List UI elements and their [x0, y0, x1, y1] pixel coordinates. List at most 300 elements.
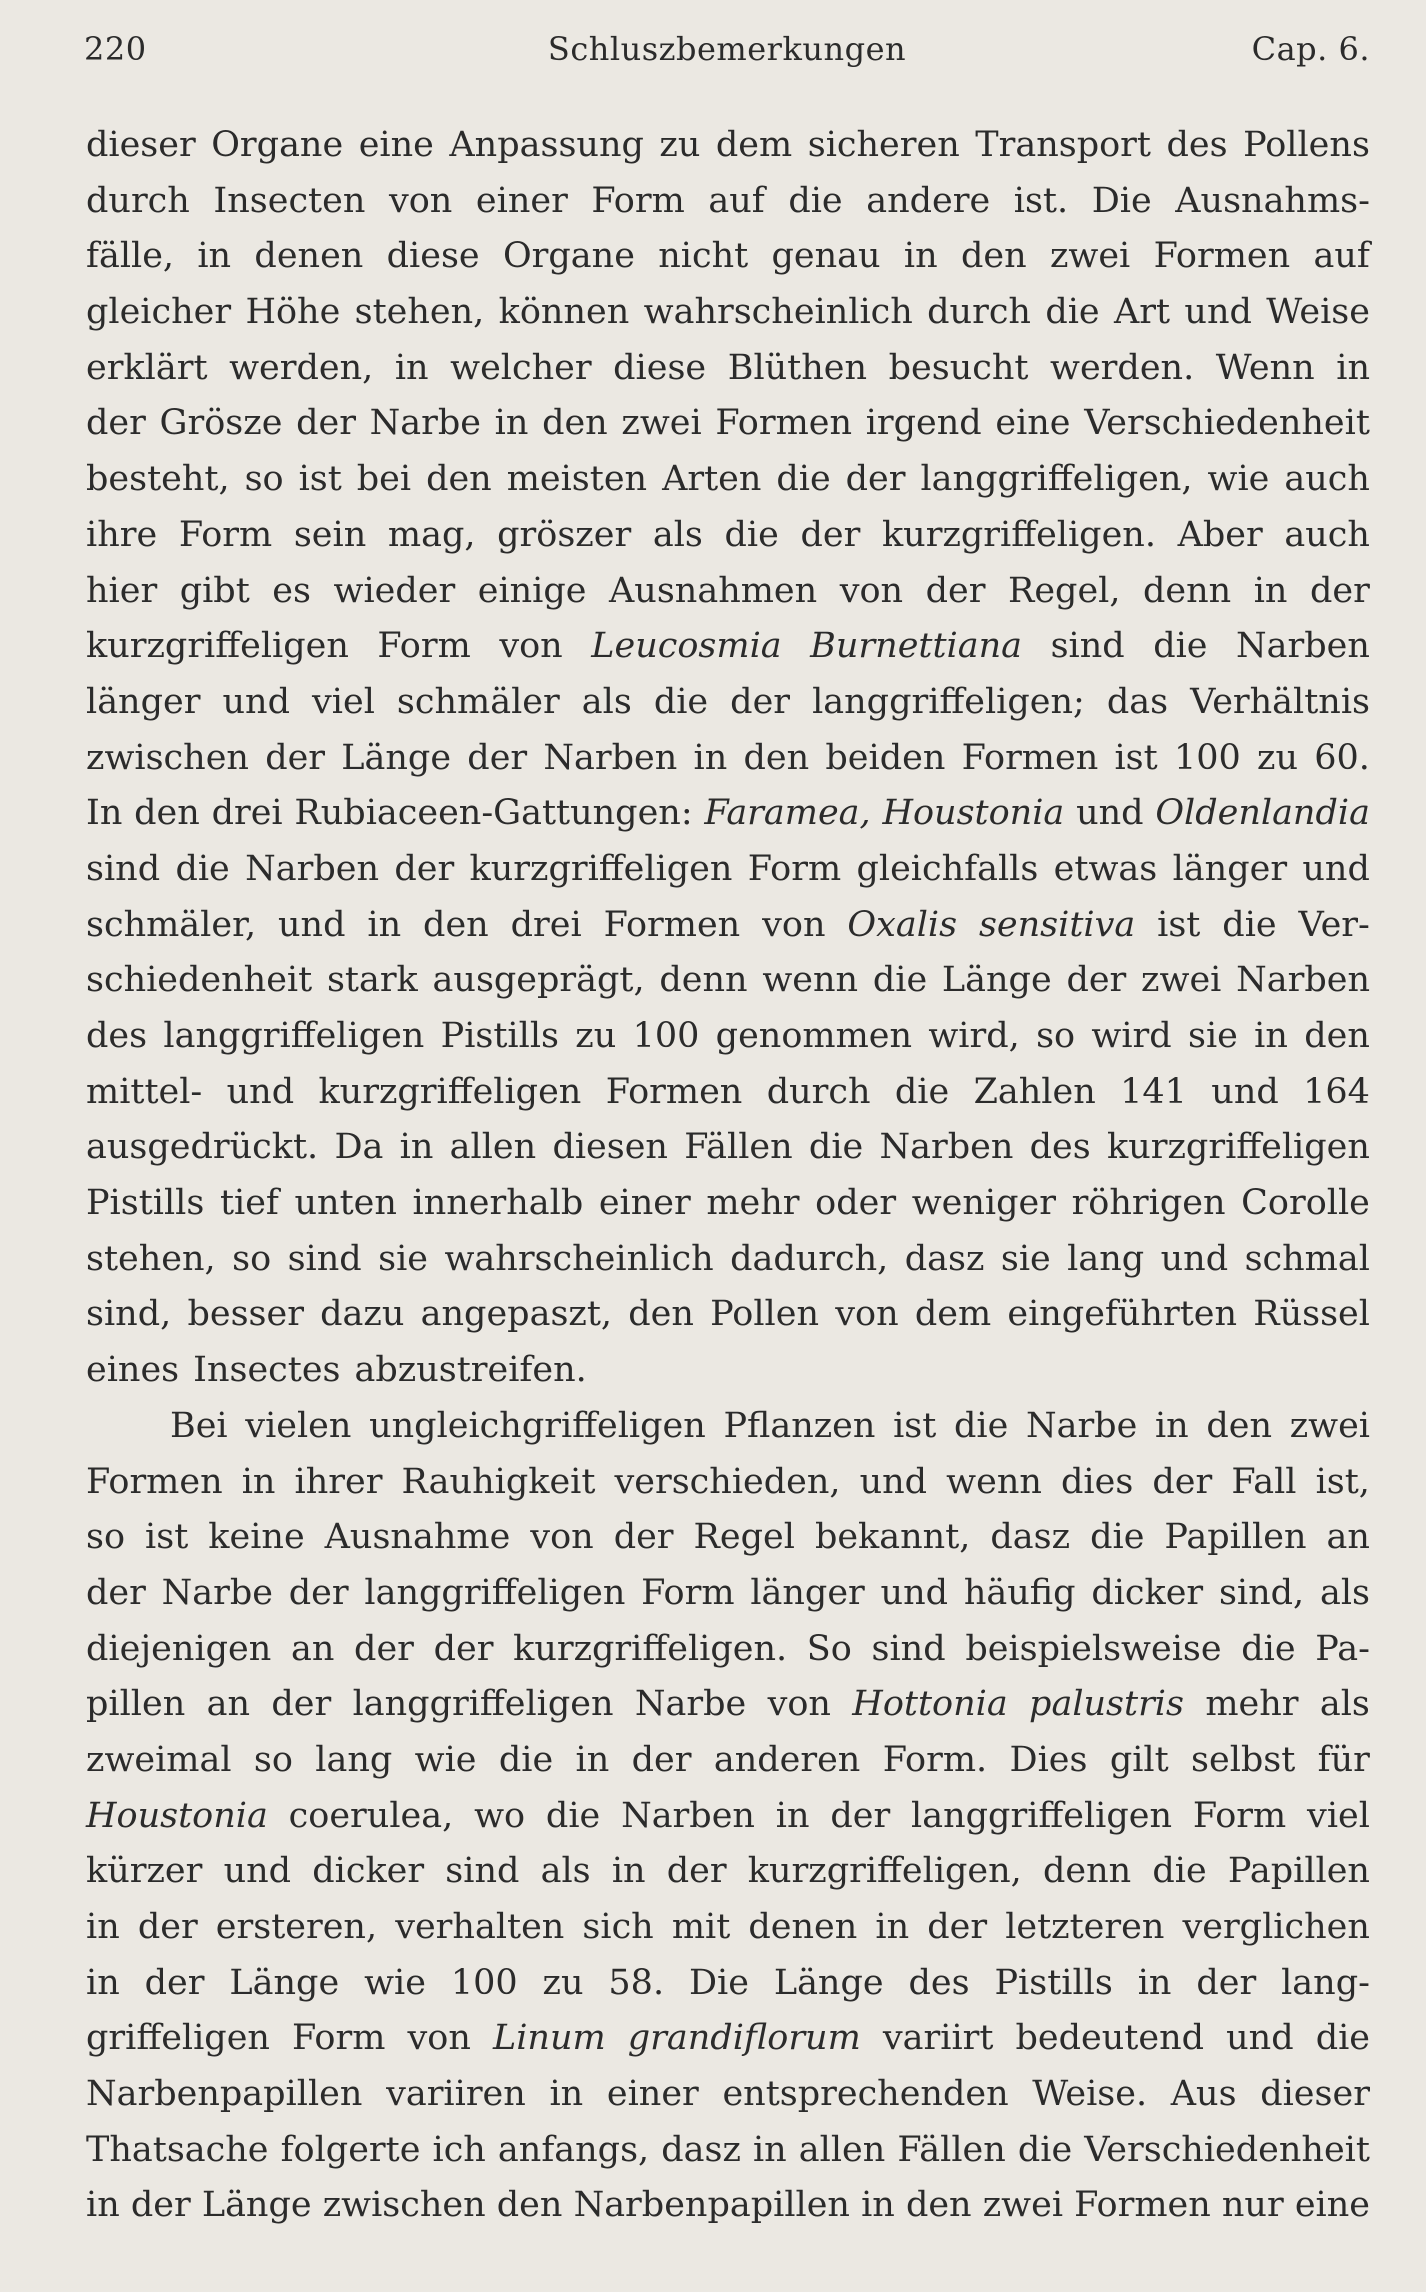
text-line: [86, 2178, 1370, 2234]
word: diese: [613, 347, 707, 388]
text-line: [86, 174, 1370, 230]
word: ist: [893, 1405, 937, 1446]
word: mehr: [706, 1183, 800, 1224]
word: durch: [766, 1071, 871, 1112]
word: Thatsache: [86, 2129, 269, 2170]
word: dasz: [990, 1517, 1071, 1558]
word: stehen,: [86, 1238, 216, 1279]
word: des: [1029, 1127, 1091, 1168]
word: auf: [708, 180, 765, 221]
word: nur: [1221, 2185, 1284, 2226]
word: eingeführten: [1007, 1294, 1238, 1335]
word: besser: [187, 1294, 304, 1335]
word: die: [1315, 2018, 1370, 2059]
word: Narben: [245, 848, 379, 889]
word: Narbe: [634, 1684, 747, 1725]
word: gilt: [1109, 1739, 1169, 1780]
word: Verschiedenheit: [1084, 2129, 1370, 2170]
text-line: [86, 619, 1370, 675]
word: Formen: [603, 904, 741, 945]
text-line: [86, 229, 1370, 285]
word: denn: [1143, 570, 1232, 611]
word: langgriffeligen: [911, 1795, 1173, 1836]
word: 58.: [608, 1962, 665, 2003]
word: Leucosmia: [591, 626, 782, 667]
word: die: [788, 180, 843, 221]
text-line: [86, 1956, 1370, 2012]
word: sind: [871, 1628, 946, 1669]
word: zwei: [982, 2185, 1064, 2226]
word: die: [1153, 626, 1208, 667]
word: kurzgriffeligen.: [881, 514, 1156, 555]
word: Houstonia: [86, 1795, 268, 1836]
word: an: [1326, 1517, 1370, 1558]
word: wieder: [333, 570, 456, 611]
word: bei: [356, 459, 412, 500]
word: Arten: [662, 459, 762, 500]
word: die: [545, 1795, 601, 1836]
word: Form: [292, 2018, 386, 2059]
word: folgerte: [280, 2129, 421, 2170]
word: 100: [632, 1016, 700, 1056]
word: Formen: [715, 403, 853, 444]
word: drei: [211, 793, 283, 834]
word: 141: [1120, 1071, 1187, 1112]
word: in: [903, 236, 938, 277]
word: mittel-: [86, 1071, 203, 1112]
word: griffeligen: [86, 2018, 270, 2059]
word: einer: [606, 2074, 699, 2115]
word: Formen: [86, 1461, 223, 1502]
word: so: [232, 1238, 272, 1279]
word: zwei: [1141, 960, 1222, 1001]
word: die: [1241, 1628, 1296, 1669]
word: dies: [1061, 1461, 1134, 1502]
word: Pistills: [86, 1183, 205, 1224]
word: zwei: [1049, 236, 1131, 277]
word: sind: [1050, 626, 1125, 667]
word: der: [800, 514, 861, 555]
word: in: [861, 2185, 895, 2226]
word: die: [872, 960, 928, 1001]
word: viel: [312, 681, 375, 722]
word: Pollen: [710, 1294, 819, 1335]
word: Höhe: [245, 292, 341, 333]
word: abzustreifen.: [354, 1350, 587, 1391]
word: in: [86, 1907, 120, 1947]
word: langgriffeligen: [364, 1572, 626, 1613]
word: In: [86, 793, 123, 834]
word: röhrigen: [1071, 1183, 1226, 1224]
word: genommen: [715, 1016, 913, 1056]
word: durch: [927, 292, 1031, 333]
word: vielen: [245, 1405, 352, 1446]
word: verschieden,: [614, 1461, 841, 1502]
word: kurzgriffeligen,: [747, 1851, 1022, 1892]
word: den: [743, 737, 810, 778]
word: nicht: [658, 236, 749, 277]
word: Narben: [621, 1795, 755, 1836]
word: Pistills: [994, 1962, 1113, 2003]
word: dadurch,: [730, 1238, 889, 1279]
word: zwischen: [86, 737, 249, 778]
word: 164: [1303, 1071, 1370, 1112]
word: coerulea,: [288, 1795, 454, 1836]
word: von: [767, 1684, 831, 1725]
word: als: [540, 1851, 591, 1892]
word: Fall: [1231, 1461, 1297, 1502]
word: ersteren,: [215, 1907, 378, 1947]
word: zu: [575, 1016, 617, 1056]
word: verglichen: [1182, 1907, 1370, 1947]
word: auch: [1284, 514, 1370, 555]
word: etwas: [1053, 848, 1158, 889]
word: 100: [450, 1962, 518, 2003]
word: der: [1310, 570, 1370, 611]
word: denen: [254, 236, 364, 277]
word: dieser: [86, 125, 196, 165]
word: als: [652, 514, 703, 555]
word: ungleichgriffeligen: [369, 1405, 706, 1446]
word: Transport: [975, 125, 1151, 165]
word: Form: [377, 626, 471, 667]
word: Papillen: [1164, 1517, 1307, 1558]
word: der: [86, 1572, 146, 1613]
word: erklärt: [86, 347, 208, 388]
word: und: [1302, 848, 1370, 889]
word: palustris: [1029, 1684, 1184, 1725]
page-header: [84, 30, 1370, 80]
word: in: [775, 1795, 810, 1836]
word: langgriffeligen: [352, 1684, 614, 1725]
word: kurzgriffeligen: [86, 626, 349, 667]
word: in: [86, 2185, 120, 2226]
word: zweimal: [86, 1739, 232, 1780]
word: denn: [659, 960, 748, 1001]
word: Bei: [170, 1405, 228, 1446]
word: anfangs,: [497, 2129, 650, 2170]
text-line: [86, 1677, 1370, 1733]
word: die: [498, 1739, 554, 1780]
text-line: [86, 2123, 1370, 2179]
word: können: [498, 292, 630, 333]
word: dicker: [1091, 1572, 1204, 1613]
word: zwei: [1289, 1405, 1370, 1446]
word: lang: [1067, 1238, 1145, 1279]
word: in: [875, 1907, 910, 1947]
word: hier: [86, 570, 158, 611]
word: Aber: [1177, 514, 1263, 555]
word: in: [399, 1127, 434, 1168]
word: Ausnahmen: [609, 570, 818, 611]
word: stark: [326, 960, 418, 1001]
word: der: [467, 737, 528, 778]
word: dicker: [312, 1851, 425, 1892]
word: variiren: [386, 2074, 526, 2115]
word: in: [549, 2074, 584, 2115]
word: Organe: [211, 125, 344, 165]
word: und: [226, 1071, 295, 1112]
word: es: [272, 570, 311, 611]
word: von: [762, 904, 826, 945]
word: schmal: [1244, 1238, 1370, 1279]
word: länger: [1172, 848, 1288, 889]
word: Papillen: [1227, 1851, 1370, 1892]
word: Länge: [941, 960, 1052, 1001]
word: der: [845, 459, 906, 500]
word: als: [1319, 1684, 1370, 1725]
word: angepaszt,: [420, 1294, 613, 1335]
word: Pa-: [1315, 1628, 1370, 1669]
word: Weise.: [1032, 2074, 1148, 2115]
word: Rubiaceen-Gattungen:: [294, 793, 693, 834]
word: weniger: [911, 1183, 1056, 1224]
word: wenn: [946, 1461, 1042, 1502]
word: schmäler,: [86, 904, 257, 945]
text-line: [86, 1566, 1370, 1622]
word: diesen: [552, 1127, 668, 1168]
word: einer: [598, 1183, 691, 1224]
word: des: [86, 1016, 148, 1056]
word: die: [175, 848, 230, 889]
word: an: [290, 1628, 335, 1669]
word: den: [628, 1294, 694, 1335]
word: den: [426, 459, 492, 500]
text-line: [86, 786, 1370, 842]
word: und: [1076, 793, 1144, 834]
word: Insecten: [213, 180, 366, 221]
text-line: [86, 1622, 1370, 1678]
word: dasz: [904, 1238, 985, 1279]
word: irgend: [865, 403, 982, 444]
word: Ausnahms-: [1175, 180, 1370, 221]
word: die: [1090, 1517, 1145, 1558]
word: wo: [474, 1795, 526, 1836]
word: der: [296, 403, 356, 444]
word: so: [1036, 1016, 1076, 1056]
word: oder: [815, 1183, 897, 1224]
word: der: [1196, 1962, 1257, 2003]
word: in: [611, 1851, 646, 1892]
word: schmäler: [396, 681, 560, 722]
word: unten: [294, 1183, 397, 1224]
word: wie: [364, 1962, 426, 2003]
word: Pollens: [1243, 125, 1370, 165]
word: Formen: [605, 1071, 743, 1112]
word: von: [388, 180, 453, 221]
word: wie: [414, 1739, 477, 1780]
word: Narben: [1236, 960, 1370, 1001]
word: entsprechenden: [722, 2074, 1009, 2115]
word: in: [575, 1739, 610, 1780]
word: Corolle: [1241, 1183, 1370, 1224]
word: meisten: [506, 459, 648, 500]
word: der: [433, 1628, 494, 1669]
word: länger: [750, 1572, 865, 1613]
word: Art: [1113, 292, 1171, 333]
word: länger: [86, 681, 201, 722]
word: Narben: [1236, 626, 1370, 667]
word: variirt: [882, 2018, 994, 2059]
word: und: [880, 1572, 949, 1613]
word: in: [1154, 1405, 1189, 1446]
word: gröszer: [497, 514, 632, 555]
word: der: [927, 1907, 988, 1947]
word: innerhalb: [412, 1183, 584, 1224]
word: der: [631, 1739, 692, 1780]
word: Formen: [1074, 2185, 1211, 2226]
word: andere: [866, 180, 991, 221]
word: der: [271, 1684, 332, 1725]
text-line: [86, 953, 1370, 1009]
page-number: 220: [84, 30, 147, 68]
word: 100: [1173, 737, 1241, 778]
text-line: [86, 1176, 1370, 1232]
text-line: [86, 1844, 1370, 1900]
word: den: [496, 2185, 563, 2226]
word: grandiflorum: [627, 2018, 861, 2059]
word: der: [354, 1628, 414, 1669]
word: in: [197, 236, 232, 277]
word: kürzer: [86, 1851, 203, 1892]
word: sicheren: [807, 125, 960, 165]
word: Zahlen: [973, 1071, 1096, 1112]
word: von: [407, 2018, 471, 2059]
word: gibt: [179, 570, 250, 611]
word: in: [693, 737, 728, 778]
text-line: [86, 1900, 1370, 1956]
text-line: [86, 2011, 1370, 2067]
word: die: [1045, 292, 1100, 333]
word: Die: [1091, 180, 1152, 221]
word: dazu: [320, 1294, 405, 1335]
word: sind: [86, 848, 161, 889]
word: zu: [659, 125, 701, 165]
word: in: [86, 1962, 120, 2003]
word: und: [222, 681, 290, 722]
word: Länge: [201, 2185, 312, 2226]
word: gleicher: [86, 292, 232, 333]
word: sind,: [86, 1294, 172, 1335]
word: letzteren: [1005, 1907, 1165, 1947]
word: Organe: [502, 236, 635, 277]
word: den: [1304, 1016, 1370, 1056]
text-line: [86, 1009, 1370, 1065]
word: einer: [475, 180, 568, 221]
word: die: [808, 1127, 864, 1168]
chapter-label: Cap. 6.: [1251, 30, 1370, 68]
word: dieser: [1260, 2074, 1370, 2115]
word: wird,: [928, 1016, 1020, 1056]
text-line: [86, 118, 1370, 174]
text-line: [86, 675, 1370, 731]
text-line: [86, 1232, 1370, 1288]
word: die: [724, 514, 779, 555]
word: der: [830, 1795, 891, 1836]
word: verhalten: [395, 1907, 565, 1947]
word: selbst: [1191, 1739, 1296, 1780]
word: Narbenpapillen: [573, 2185, 850, 2226]
text-line: [86, 508, 1370, 564]
word: werden.: [1050, 347, 1195, 388]
text-line: [86, 1510, 1370, 1566]
word: beiden: [825, 737, 946, 778]
word: ausgeprägt,: [432, 960, 645, 1001]
word: dasz: [661, 2129, 741, 2170]
word: schiedenheit: [86, 960, 313, 1001]
word: sind: [287, 1238, 362, 1279]
word: in: [367, 904, 402, 945]
word: Weise: [1266, 292, 1370, 333]
word: den: [960, 236, 1027, 277]
word: ihrer: [294, 1461, 383, 1502]
word: Form: [747, 848, 842, 889]
text-line: [86, 898, 1370, 954]
word: Form: [641, 1572, 735, 1613]
running-title: Schluszbemerkungen: [547, 30, 907, 68]
word: Dies: [1009, 1739, 1088, 1780]
word: sensitiva: [978, 904, 1136, 945]
word: kurzgriffeligen.: [513, 1628, 788, 1669]
word: in: [1336, 347, 1370, 388]
body-text: [86, 118, 1370, 2234]
word: So: [806, 1628, 852, 1669]
word: werden,: [229, 347, 374, 388]
word: kurzgriffeligen: [318, 1071, 582, 1112]
word: Regel,: [1007, 570, 1121, 611]
word: ausgedrückt.: [86, 1127, 319, 1168]
word: zu: [542, 1962, 584, 2003]
word: genau: [771, 236, 881, 277]
word: eine: [995, 403, 1071, 444]
word: einige: [477, 570, 587, 611]
word: in: [1253, 570, 1288, 611]
text-line: [86, 396, 1370, 452]
word: Fällen: [684, 1127, 793, 1168]
word: der: [130, 2185, 191, 2226]
word: an: [206, 1684, 251, 1725]
word: lang-: [1281, 1962, 1370, 2003]
word: von: [835, 1294, 899, 1335]
word: diejenigen: [86, 1628, 272, 1669]
word: Blüthen: [727, 347, 868, 388]
word: Form: [1192, 1795, 1287, 1836]
word: pillen: [86, 1684, 186, 1725]
word: Ver-: [1298, 904, 1370, 945]
word: bekannt,: [814, 1517, 971, 1558]
word: die: [1222, 904, 1277, 945]
word: Insectes: [193, 1350, 341, 1391]
word: Länge: [229, 1962, 340, 2003]
word: dem: [715, 125, 793, 165]
word: Formen: [961, 737, 1099, 778]
word: Narben: [879, 1127, 1014, 1168]
word: Wenn: [1215, 347, 1315, 388]
word: langgriffeligen;: [812, 681, 1085, 722]
word: drei: [510, 904, 582, 945]
word: und: [859, 1461, 928, 1502]
word: ist: [298, 459, 342, 500]
word: eines: [86, 1350, 180, 1391]
word: ist: [145, 1517, 189, 1558]
word: der: [265, 737, 326, 778]
word: diese: [386, 236, 480, 277]
word: der: [288, 1572, 349, 1613]
word: so: [253, 1739, 293, 1780]
word: Narbe: [369, 403, 481, 444]
word: und: [1226, 2018, 1294, 2059]
text-line: [86, 1455, 1370, 1511]
